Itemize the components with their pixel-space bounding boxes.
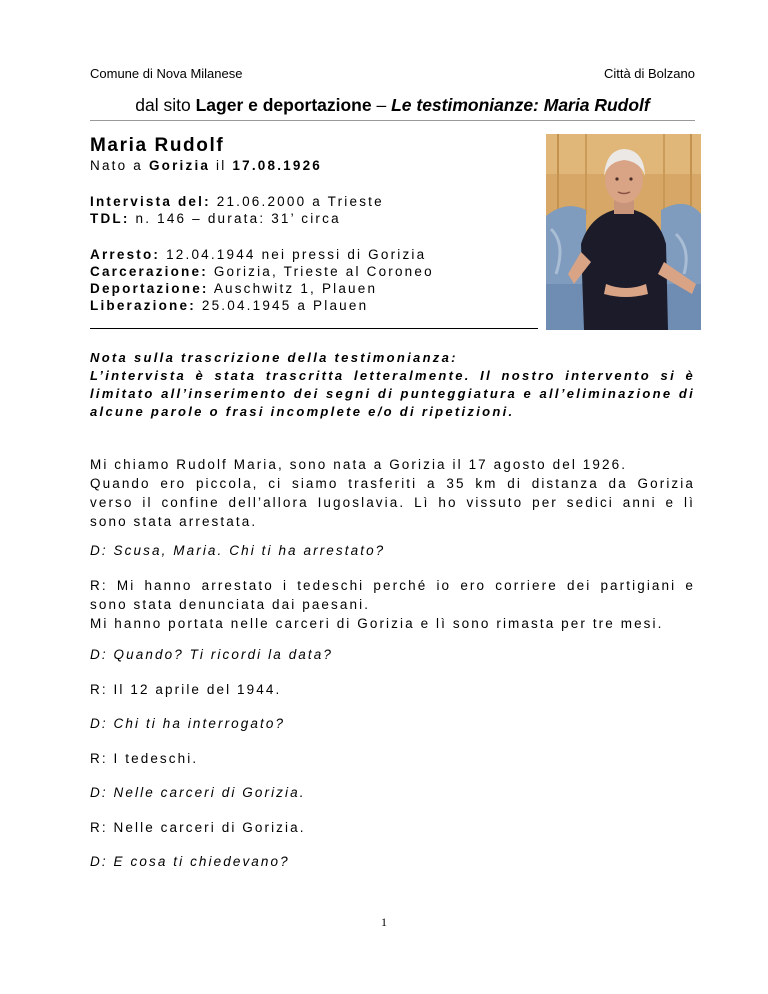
question-1: D: Scusa, Maria. Chi ti ha arrestato? [90,543,386,558]
deportation-value: Auschwitz 1, Plauen [208,281,378,296]
birth-place: Gorizia [148,158,211,173]
document-subtitle [90,95,695,121]
page-number: 1 [381,915,387,929]
interview-value: 21.06.2000 a Trieste [210,194,384,209]
question-5: D: E cosa ti chiedevano? [90,854,290,869]
liberation-line [90,298,368,313]
intro-line-1: Mi chiamo Rudolf Maria, sono nata a Gorizia il 17 agosto del 1926. [90,457,628,472]
note-body: L’intervista è stata trascritta letteralmente. Il nostro intervento si è limitato all’inserimento dei segni di punteggiatura e all’eliminazione di alcune parole o frasi incomplete e/o di ripetizioni. [90,368,695,419]
tdl-label: TDL: [90,211,130,226]
note-title: Nota sulla trascrizione della testimonianza: [90,350,458,365]
deportation-line [90,281,377,296]
birth-line [90,158,322,173]
liberation-value: 25.04.1945 a Plauen [195,298,369,313]
arrest-label: Arresto: [90,247,161,262]
arrest-line [90,247,426,262]
deportation-label: Deportazione: [90,281,209,296]
person-name: Maria Rudolf [90,135,225,156]
answer-1-part-1: R: Mi hanno arrestato i tedeschi perché io ero corriere dei partigiani e sono stata denunciata dai paesani. [90,578,695,612]
question-4: D: Nelle carceri di Gorizia. [90,785,306,800]
subtitle-dash: – [371,95,392,115]
header-left-text: Comune di Nova Milanese [90,66,243,81]
portrait-photo [546,134,701,330]
interview-line [90,194,384,209]
subtitle-site-link: Lager e deportazione [195,95,372,115]
answer-3: R: I tedeschi. [90,751,199,766]
question-3: D: Chi ti ha interrogato? [90,716,286,731]
birth-label: Nato a [90,158,149,173]
question-2: D: Quando? Ti ricordi la data? [90,647,333,662]
liberation-label: Liberazione: [90,298,196,313]
answer-1-part-2: Mi hanno portata nelle carceri di Gorizia e lì sono rimasta per tre mesi. [90,616,664,631]
prison-label: Carcerazione: [90,264,208,279]
prison-line [90,264,434,279]
prison-value: Gorizia, Trieste al Coroneo [207,264,434,279]
tdl-line [90,211,341,226]
birth-il: il [210,158,233,173]
interview-label: Intervista del: [90,194,211,209]
header-right-text: Città di Bolzano [603,66,695,81]
answer-2: R: Il 12 aprile del 1944. [90,682,282,697]
answer-4: R: Nelle carceri di Gorizia. [90,820,306,835]
subtitle-prefix: dal sito [135,95,196,115]
birth-date: 17.08.1926 [232,158,322,173]
transcription-note [90,349,695,421]
intro-paragraph: Quando ero piccola, ci siamo trasferiti a 35 km di distanza da Gorizia verso il confine dell’allora Iugoslavia. Lì ho vissuto per sedici anni e lì sono stata arrestata. [90,476,695,529]
tdl-value: n. 146 – durata: 31’ circa [129,211,341,226]
subtitle-section: Le testimonianze: Maria Rudolf [391,95,650,115]
section-divider [90,328,538,329]
arrest-value: 12.04.1944 nei pressi di Gorizia [160,247,427,262]
